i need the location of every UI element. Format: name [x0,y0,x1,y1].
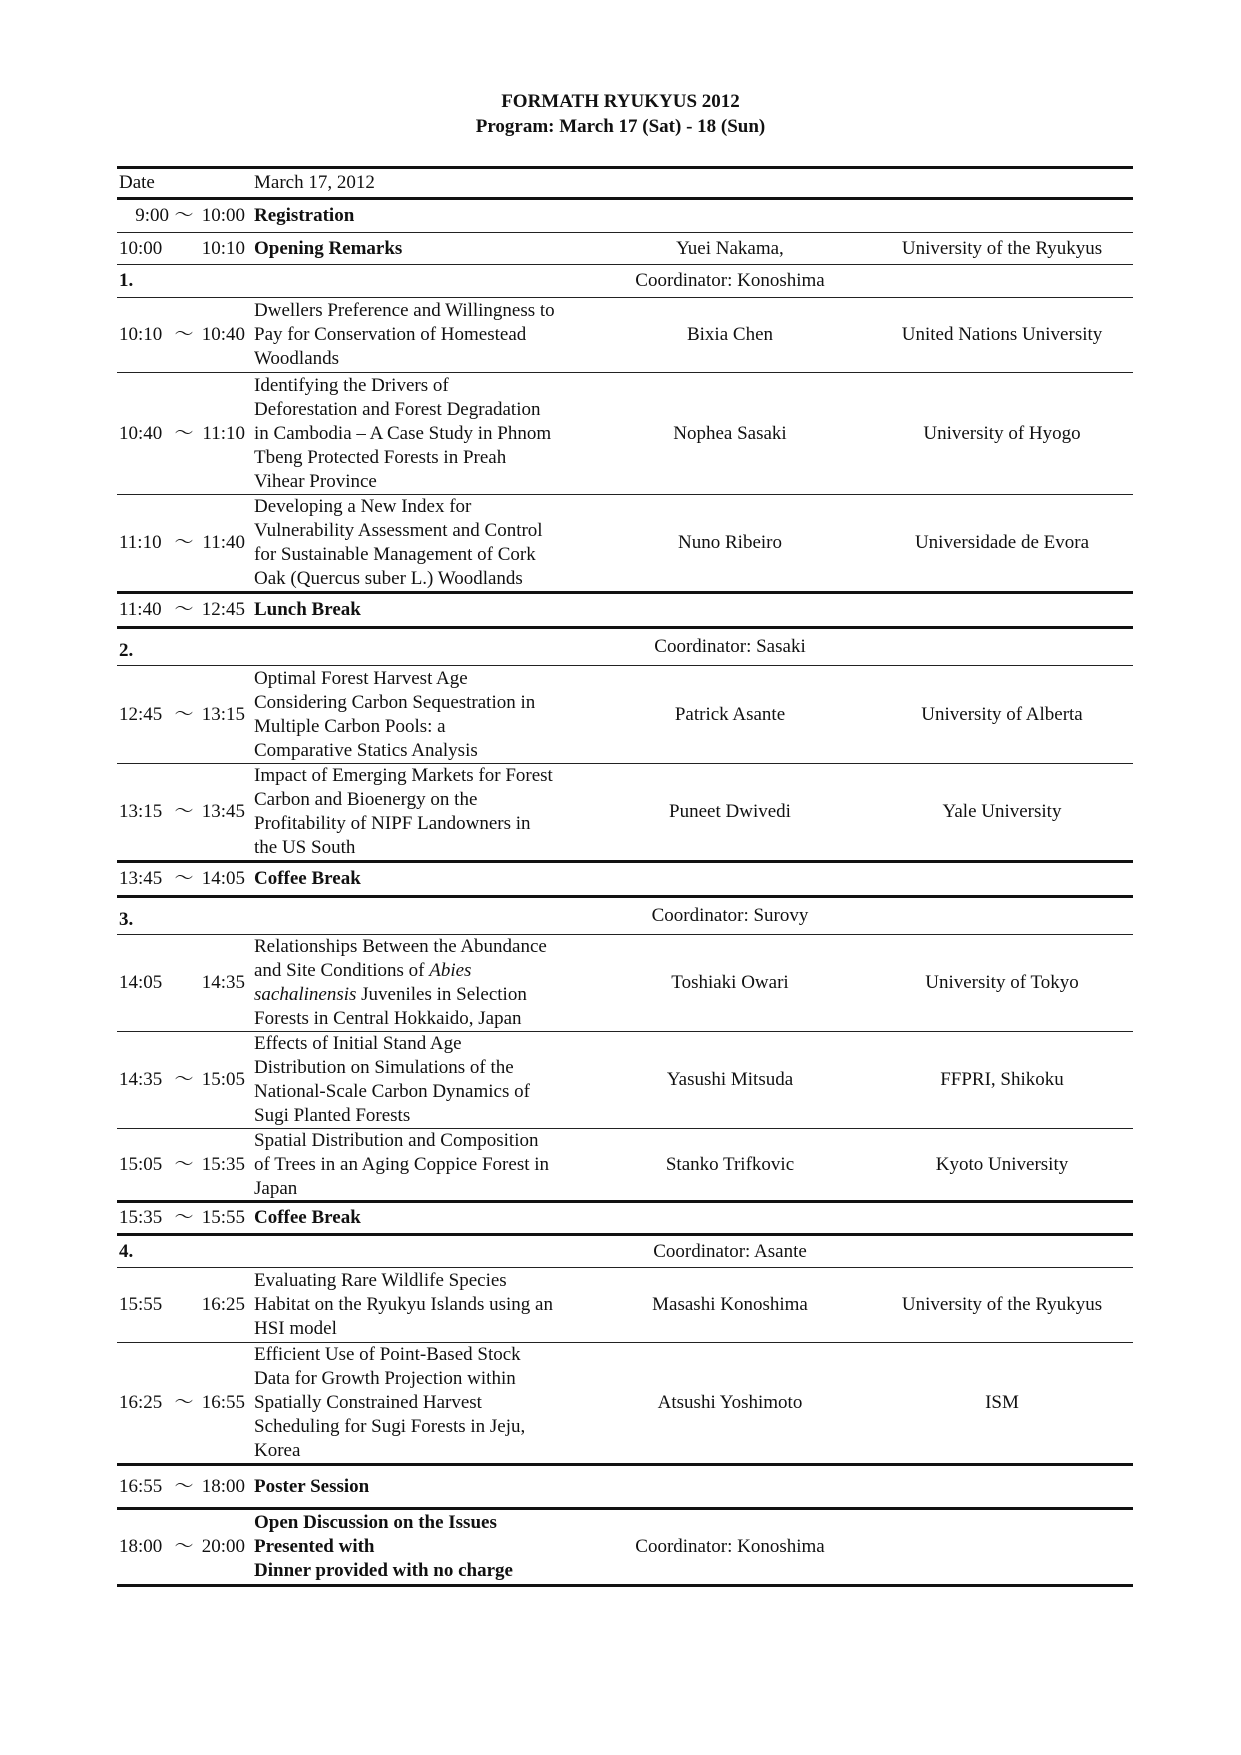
affiliation: University of the Ryukyus [901,1294,1103,1315]
talk-row [117,1129,1133,1203]
start-time: 15:35 [119,1207,163,1228]
talk-title-line: Vihear Province [254,470,377,492]
speaker: Nuno Ribeiro [678,532,782,553]
end-time: 10:10 [201,237,245,259]
end-time: 15:05 [201,1069,245,1090]
item-title: Poster Session [254,1475,370,1497]
date-row [117,166,1133,200]
affiliation: ISM [985,1392,1019,1413]
start-time: 14:35 [119,1069,163,1090]
talk-title-line: Spatial Distribution and Composition [254,1129,539,1151]
session-header-1 [117,265,1133,298]
start-time: 10:40 [119,422,163,444]
affiliation: University of the Ryukyus [901,237,1103,259]
talk-title [254,764,594,860]
talk-title-line [254,983,527,1007]
time-separator: ～ [174,1153,194,1175]
start-time: 10:10 [119,324,163,345]
talk-title-line: Identifying the Drivers of [254,374,449,396]
talk-title-line: Multiple Carbon Pools: a [254,715,446,737]
talk-title-line: the US South [254,837,356,858]
end-time: 11:10 [202,422,245,444]
time-separator: ～ [174,868,194,889]
item-title: Coffee Break [254,1207,361,1228]
end-time: 20:00 [201,1536,245,1557]
time-separator: ～ [174,1069,194,1090]
species-name: sachalinensis [254,984,357,1005]
talk-title-line: Relationships Between the Abundance [254,936,547,957]
affiliation: Yale University [942,801,1062,822]
talk-title-line: Considering Carbon Sequestration in [254,691,536,713]
end-time: 14:05 [201,868,245,889]
end-time: 11:40 [202,532,245,553]
talk-row [117,935,1133,1032]
item-title-line: Presented with [254,1536,375,1557]
talk-title-line: Woodlands [254,348,340,369]
end-time: 10:00 [201,205,245,226]
talk-title [254,1129,594,1200]
item-title-line: Dinner provided with no charge [254,1560,513,1581]
program-row-poster-session [117,1466,1133,1510]
time-separator: ～ [174,1536,194,1557]
end-time: 13:45 [201,801,245,822]
item-title [254,1510,594,1584]
talk-title-line: Oak (Quercus suber L.) Woodlands [254,568,523,589]
time-separator: ～ [174,703,194,725]
talk-title-line: of Trees in an Aging Coppice Forest in [254,1153,550,1175]
time-separator: ～ [174,801,194,822]
start-time: 15:05 [119,1153,163,1175]
item-title: Coffee Break [254,868,361,889]
talk-title [254,495,594,591]
program-row-opening [117,233,1133,265]
date-value: March 17, 2012 [254,172,375,193]
start-time: 10:00 [119,237,163,259]
species-name: Abies [429,960,472,981]
talk-row [117,666,1133,764]
program-row-coffee-break [117,863,1133,898]
talk-title-line: Habitat on the Ryukyu Islands using an [254,1294,553,1315]
speaker: Atsushi Yoshimoto [657,1392,803,1413]
speaker: Patrick Asante [674,703,786,725]
session-number: 2. [119,640,134,661]
page-subtitle: Program: March 17 (Sat) - 18 (Sun) [475,116,766,137]
item-title: Registration [254,205,355,226]
affiliation: Universidade de Evora [914,532,1090,553]
affiliation: United Nations University [901,324,1103,345]
session-number: 3. [119,909,134,930]
program-row-coffee-break [117,1203,1133,1236]
talk-row [117,298,1133,373]
title-text: and Site Conditions of [254,960,430,981]
session-header-3 [117,898,1133,935]
talk-title-line: Scheduling for Sugi Forests in Jeju, [254,1416,526,1437]
time-separator: ～ [174,1475,194,1497]
talk-title [254,298,594,372]
talk-title-line: HSI model [254,1318,337,1339]
time-separator: ～ [174,422,194,444]
end-time: 18:00 [201,1475,245,1497]
talk-row [117,764,1133,863]
end-time: 15:55 [201,1207,245,1228]
speaker: Stanko Trifkovic [665,1153,795,1175]
affiliation: University of Hyogo [923,422,1081,444]
time-separator: ～ [174,324,194,345]
start-time: 11:10 [119,532,162,553]
talk-title-line: Distribution on Simulations of the [254,1057,514,1078]
talk-row [117,495,1133,594]
speaker: Masashi Konoshima [652,1294,808,1315]
start-time: 16:55 [119,1475,163,1497]
talk-title-line: Effects of Initial Stand Age [254,1033,462,1054]
affiliation: University of Tokyo [925,972,1079,993]
session-coordinator: Coordinator: Konoshima [635,270,825,291]
time-separator: ～ [174,1392,194,1413]
talk-title-line: Profitability of NIPF Landowners in [254,813,531,834]
talk-title-line: Carbon and Bioenergy on the [254,789,478,810]
talk-title-line: Evaluating Rare Wildlife Species [254,1270,507,1291]
talk-title-line: Japan [254,1177,298,1199]
start-time: 13:45 [119,868,163,889]
talk-title-line: National-Scale Carbon Dynamics of [254,1081,530,1102]
date-label: Date [119,172,155,193]
talk-title [254,1343,594,1463]
affiliation: University of Alberta [921,703,1083,725]
talk-title-line: for Sustainable Management of Cork [254,544,536,565]
talk-title-line [254,959,471,983]
end-time: 13:15 [201,703,245,725]
talk-title-line: Tbeng Protected Forests in Preah [254,446,507,468]
talk-title-line: Spatially Constrained Harvest [254,1392,482,1413]
affiliation: Kyoto University [935,1153,1069,1175]
talk-title-line: Vulnerability Assessment and Control [254,520,543,541]
talk-title [254,935,594,1031]
talk-title-line: Efficient Use of Point-Based Stock [254,1344,521,1365]
talk-title [254,373,594,494]
title-text: Juveniles in Selection [356,984,527,1005]
end-time: 16:25 [201,1294,245,1315]
talk-title-line: Deforestation and Forest Degradation [254,398,541,420]
item-title: Opening Remarks [254,237,403,259]
start-time: 14:05 [119,972,163,993]
item-title-line: Open Discussion on the Issues [254,1512,497,1533]
start-time: 9:00 [135,205,169,226]
talk-title-line: Developing a New Index for [254,496,472,517]
session-coordinator: Coordinator: Asante [653,1240,807,1262]
session-coordinator: Coordinator: Surovy [651,905,809,926]
speaker: Yuei Nakama, [676,237,784,259]
end-time: 12:45 [201,599,245,620]
talk-title-line: Sugi Planted Forests [254,1105,411,1126]
talk-row [117,1032,1133,1129]
page-title: FORMATH RYUKYUS 2012 [501,91,740,112]
talk-title [254,1032,594,1128]
time-separator: ～ [174,599,194,620]
time-separator: ～ [174,532,194,553]
speaker: Toshiaki Owari [671,972,789,993]
end-time: 14:35 [201,972,245,993]
talk-row [117,1268,1133,1343]
time-separator: ～ [174,205,194,226]
start-time: 16:25 [119,1392,163,1413]
end-time: 16:55 [201,1392,245,1413]
talk-title-line: in Cambodia – A Case Study in Phnom [254,422,552,444]
talk-title-line: Pay for Conservation of Homestead [254,324,527,345]
talk-title [254,666,594,763]
session-header-2 [117,629,1133,666]
end-time: 10:40 [201,324,245,345]
end-time: 15:35 [201,1153,245,1175]
session-coordinator: Coordinator: Sasaki [654,636,806,657]
start-time: 15:55 [119,1294,163,1315]
talk-title-line: Impact of Emerging Markets for Forest [254,765,553,786]
start-time: 12:45 [119,703,163,725]
session-header-4 [117,1236,1133,1268]
session-coordinator: Coordinator: Konoshima [635,1536,825,1557]
start-time: 18:00 [119,1536,163,1557]
session-number: 1. [119,270,134,291]
speaker: Bixia Chen [686,324,774,345]
program-table [117,166,1133,1587]
time-separator: ～ [174,1207,194,1228]
start-time: 13:15 [119,801,163,822]
talk-title-line: Optimal Forest Harvest Age [254,667,468,689]
talk-title-line: Dwellers Preference and Willingness to [254,300,555,321]
speaker: Puneet Dwivedi [669,801,791,822]
speaker: Yasushi Mitsuda [666,1069,794,1090]
talk-title [254,1268,594,1342]
item-title: Lunch Break [254,599,361,620]
talk-title-line: Data for Growth Projection within [254,1368,516,1389]
affiliation: FFPRI, Shikoku [940,1069,1064,1090]
start-time: 11:40 [119,599,162,620]
talk-title-line: Comparative Statics Analysis [254,739,478,761]
program-row-discussion [117,1510,1133,1587]
speaker: Nophea Sasaki [673,422,787,444]
talk-row [117,1343,1133,1466]
talk-row [117,373,1133,495]
program-row-registration [117,200,1133,233]
talk-title-line: Forests in Central Hokkaido, Japan [254,1008,522,1029]
session-number: 4. [119,1240,134,1262]
talk-title-line: Korea [254,1440,301,1461]
program-row-lunch [117,594,1133,629]
